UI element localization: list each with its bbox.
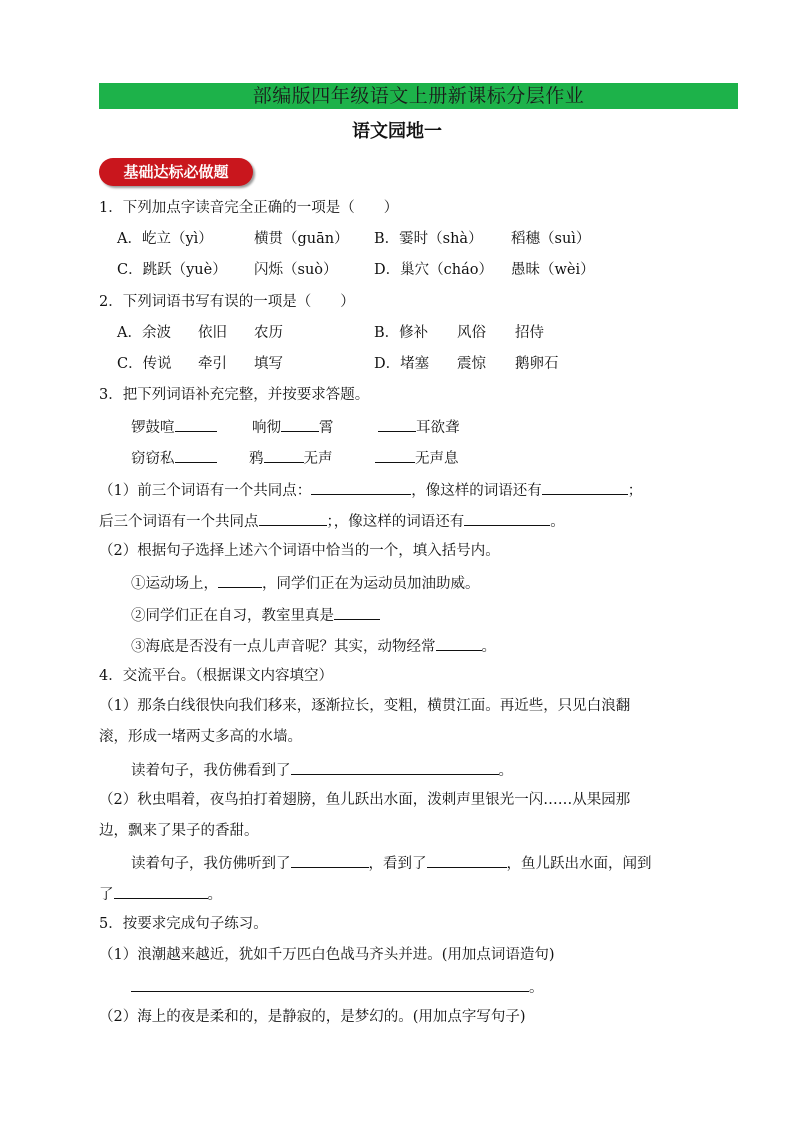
q5-subquestion-1: （1）浪潮越来越近，犹如千万匹白色战马齐头并进。(用加点词语造句) xyxy=(99,947,555,963)
idiom-6-blank[interactable] xyxy=(375,447,415,463)
q1-option-c: C．跳跃（yuè） xyxy=(117,262,227,278)
q4-passage-1-line-1: （1）那条白线很快向我们移来，逐渐拉长，变粗，横贯江面。再近些，只见白浪翻 xyxy=(99,698,631,714)
q3-subquestion-1-cont: 后三个词语有一个共同点 ；，像这样的词语还有 。 xyxy=(99,510,565,532)
idiom-4: 窃窃私 xyxy=(131,447,217,469)
banner-text: 部编版四年级语文上册新课标分层作业 xyxy=(252,85,585,107)
idiom-2: 响彻 霄 xyxy=(252,416,334,438)
q2-option-a-word2: 依旧 xyxy=(198,325,227,341)
question-5-stem: 5．按要求完成句子练习。 xyxy=(99,916,268,932)
q3-s2-sentence-1: ①运动场上， ，同学们正在为运动员加油助威。 xyxy=(131,572,480,594)
q3-s2-sentence-3: ③海底是否没有一点儿声音呢？其实，动物经常 。 xyxy=(131,635,496,657)
q4-passage-2-line-1: （2）秋虫唱着，夜鸟拍打着翅膀，鱼儿跃出水面，泼刺声里银光一闪……从果园那 xyxy=(99,792,631,808)
q2-option-b: B．修补 xyxy=(374,325,429,341)
q4-p2-blank-1[interactable] xyxy=(291,852,369,868)
q1-option-a-word2: 横贯（guān） xyxy=(254,231,349,247)
q2-option-b-word3: 招侍 xyxy=(515,325,544,341)
q2-option-c-word3: 填写 xyxy=(254,356,283,372)
idiom-3-blank[interactable] xyxy=(378,416,416,432)
q3-s1-blank-2[interactable] xyxy=(542,479,628,495)
q5-s1-blank[interactable] xyxy=(131,976,529,992)
q3-s2-blank-1[interactable] xyxy=(218,572,262,588)
q4-passage-2-question-cont: 了 。 xyxy=(99,883,222,905)
idiom-1: 锣鼓喧 xyxy=(131,416,217,438)
q2-option-c-word2: 牵引 xyxy=(198,356,227,372)
q3-subquestion-2: （2）根据句子选择上述六个词语中恰当的一个，填入括号内。 xyxy=(99,543,500,559)
section-badge-label: 基础达标必做题 xyxy=(123,163,229,181)
q2-option-d-word2: 震惊 xyxy=(457,356,486,372)
q4-p1-blank[interactable] xyxy=(291,759,499,775)
idiom-2-blank[interactable] xyxy=(281,416,319,432)
idiom-4-blank[interactable] xyxy=(175,447,217,463)
q3-s1-blank-3[interactable] xyxy=(259,510,327,526)
idiom-3: 耳欲聋 xyxy=(378,416,460,438)
q2-option-c: C．传说 xyxy=(117,356,172,372)
q3-s2-blank-2[interactable] xyxy=(334,604,380,620)
q3-s2-sentence-2: ②同学们正在自习，教室里真是 xyxy=(131,604,380,626)
q3-s2-blank-3[interactable] xyxy=(436,635,482,651)
question-1-stem: 1．下列加点字读音完全正确的一项是（ ） xyxy=(99,200,399,216)
q4-passage-1-question: 读着句子，我仿佛看到了 。 xyxy=(131,759,513,781)
q5-subquestion-2: （2）海上的夜是柔和的，是静寂的，是梦幻的。(用加点字写句子) xyxy=(99,1009,526,1025)
q1-option-b-word2: 稻穗（suì） xyxy=(511,231,591,247)
question-4-stem: 4．交流平台。（根据课文内容填空） xyxy=(99,668,333,684)
idiom-1-blank[interactable] xyxy=(175,416,217,432)
section-badge xyxy=(99,158,253,186)
q3-s1-blank-1[interactable] xyxy=(311,479,411,495)
q3-subquestion-1: （1）前三个词语有一个共同点： ，像这样的词语还有 ； xyxy=(99,479,642,501)
q1-option-d-word2: 愚昧（wèi） xyxy=(511,262,595,278)
idiom-5-blank[interactable] xyxy=(264,447,304,463)
q4-passage-2-line-2: 边，飘来了果子的香甜。 xyxy=(99,823,259,839)
q4-passage-2-question: 读着句子，我仿佛听到了 ，看到了 ，鱼儿跃出水面，闻到 xyxy=(131,852,652,874)
idiom-5: 鸦 无声 xyxy=(249,447,333,469)
document-banner xyxy=(99,83,738,109)
q2-option-b-word2: 风俗 xyxy=(457,325,486,341)
q4-p2-blank-2[interactable] xyxy=(427,852,507,868)
question-3-stem: 3．把下列词语补充完整，并按要求答题。 xyxy=(99,387,370,403)
q3-s1-blank-4[interactable] xyxy=(464,510,550,526)
idiom-6: 无声息 xyxy=(375,447,459,469)
page-title: 语文园地一 xyxy=(352,121,442,142)
q4-passage-1-line-2: 滚，形成一堵两丈多高的水墙。 xyxy=(99,729,302,745)
q5-s1-answer-line: 。 xyxy=(131,976,544,998)
q2-option-a-word3: 农历 xyxy=(254,325,283,341)
q1-option-d: D．巢穴（cháo） xyxy=(374,262,493,278)
q1-option-a: A．屹立（yì） xyxy=(117,231,213,247)
question-2-stem: 2．下列词语书写有误的一项是（ ） xyxy=(99,294,355,310)
q2-option-d: D．堵塞 xyxy=(374,356,430,372)
q4-p2-blank-3[interactable] xyxy=(114,883,208,899)
q2-option-a: A．余波 xyxy=(117,325,171,341)
q2-option-d-word3: 鹅卵石 xyxy=(515,356,559,372)
q1-option-c-word2: 闪烁（suò） xyxy=(254,262,338,278)
q1-option-b: B．霎时（shà） xyxy=(374,231,483,247)
